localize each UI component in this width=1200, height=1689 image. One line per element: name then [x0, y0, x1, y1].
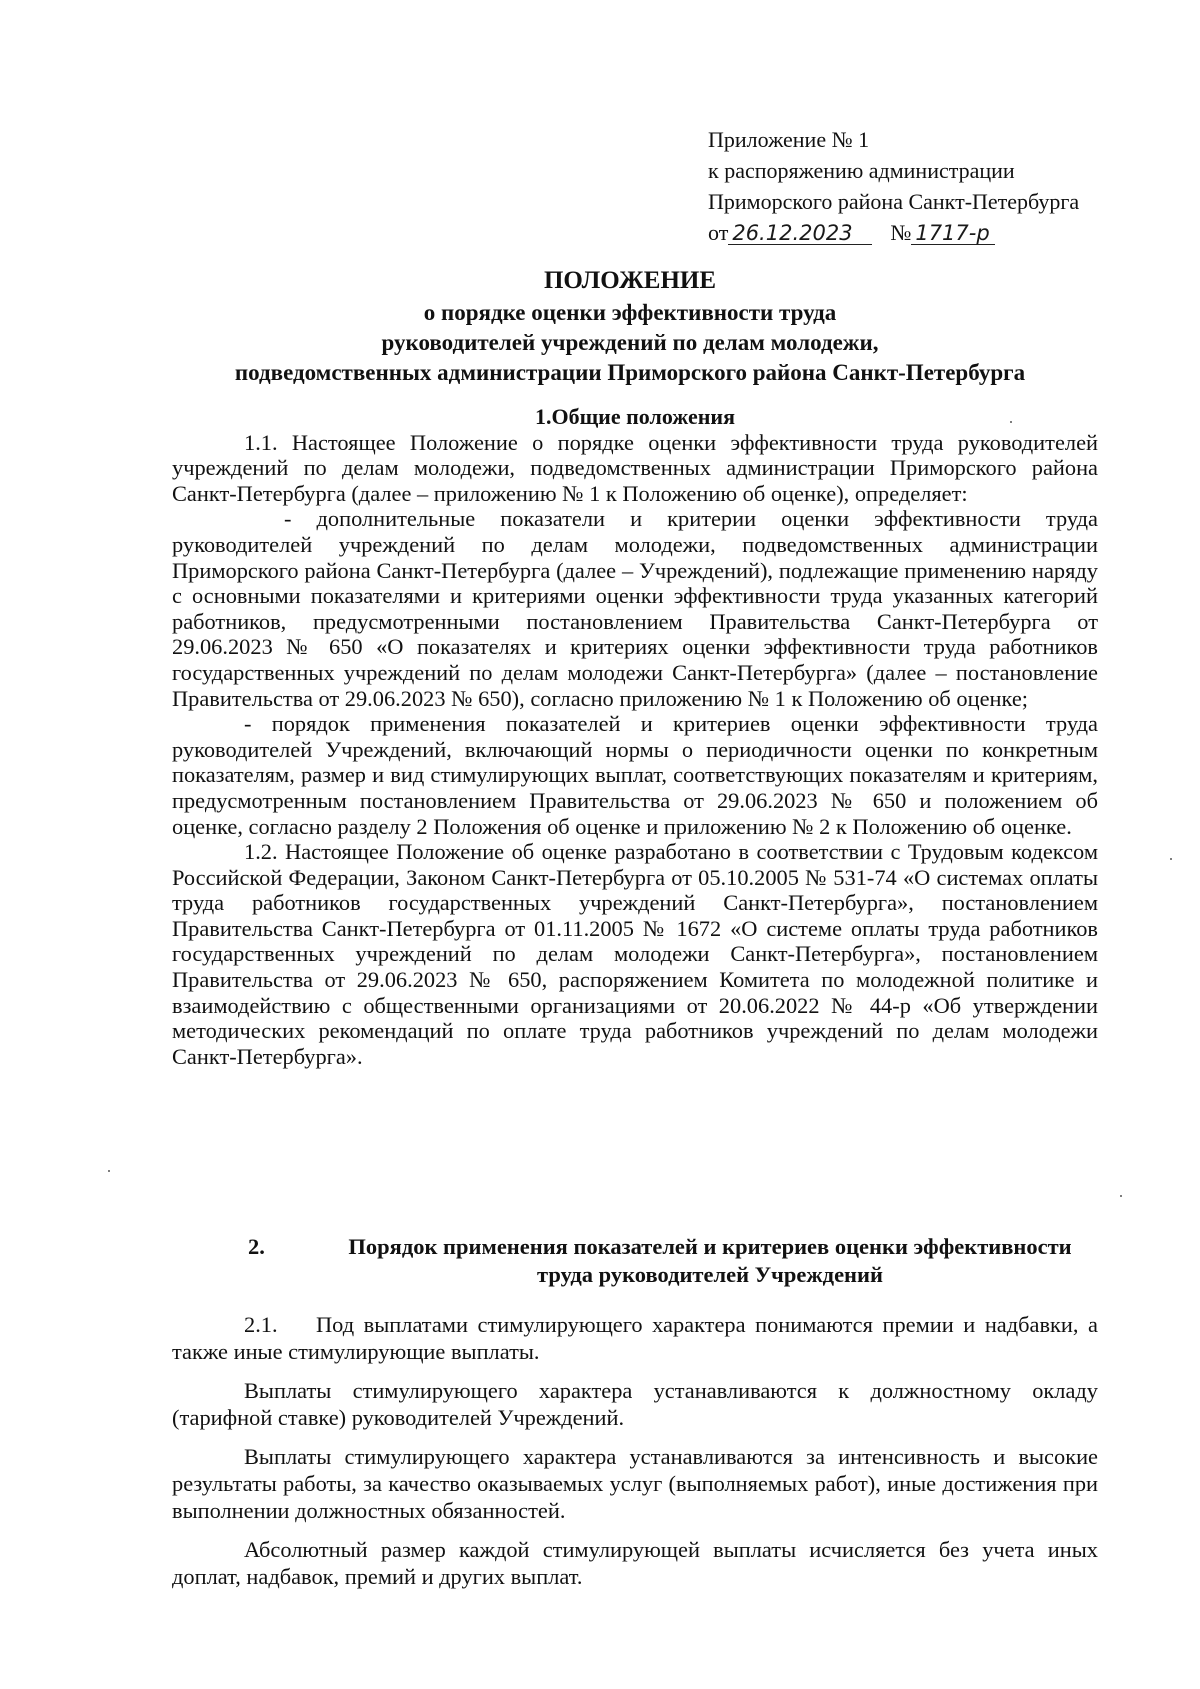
- section-2-number: 2.: [248, 1234, 265, 1259]
- subtitle-line-1: о порядке оценки эффективности труда: [423, 300, 837, 325]
- appendix-line-3: Приморского района Санкт-Петербурга: [708, 189, 1080, 214]
- subtitle-line-2: руководителей учреждений по делам молодежи,: [381, 330, 879, 355]
- paragraph-2-1: [172, 1311, 1098, 1365]
- paragraph-procedure: - порядок применения показателей и критериев оценки эффективности труда руководителей Учреждений, включающий нормы о периодичности оценки по конкретным показателям, размер и вид стимулирующих выплат, соответствующих показателям и критериям, предусмотренным постановлением Правительства от 29.06.2023 № 650 и положением об оценке, согласно разделу 2 Положения об оценке и приложению № 2 к Положению об оценке.: [172, 711, 1098, 839]
- handwritten-number: 1717-р: [911, 222, 995, 245]
- section-2-body: [172, 1311, 1098, 1602]
- number-prefix: №: [890, 220, 912, 245]
- paragraph-indicators: - дополнительные показатели и критерии оценки эффективности труда руководителей учреждений по делам молодежи, подведомственных администрации Приморского района Санкт-Петербурга (далее – Учреждений), подлежащие применению наряду с основными показателями и критериями оценки эффективности труда указанных категорий работников, предусмотренными постановлением Правительства Санкт-Петербурга от 29.06.2023 № 650 «О показателях и критериях оценки эффективности труда работников государственных учреждений по делам молодежи Санкт-Петербурга» (далее – постановление Правительства от 29.06.2023 № 650), согласно приложению № 1 к Положению об оценке;: [172, 506, 1098, 711]
- paragraph-2-1-d: Абсолютный размер каждой стимулирующей выплаты исчисляется без учета иных доплат, надбавок, премий и других выплат.: [172, 1537, 1098, 1589]
- paragraph-2-1-b: Выплаты стимулирующего характера устанавливаются к должностному окладу (тарифной ставке) руководителей Учреждений.: [172, 1378, 1098, 1430]
- section-2-heading: [172, 1233, 1098, 1289]
- date-prefix: от: [708, 220, 729, 245]
- section-1-heading: 1.Общие положения: [535, 404, 735, 429]
- subtitle-line-3: подведомственных администрации Приморского района Санкт-Петербурга: [234, 360, 1026, 385]
- appendix-date-line: [708, 217, 1178, 248]
- section-1: [172, 404, 1098, 1069]
- section-2-title-line-2: труда руководителей Учреждений: [537, 1262, 883, 1287]
- paragraph-2-1-text: Под выплатами стимулирующего характера понимаются премии и надбавки, а также иные стимулирующие выплаты.: [172, 1312, 1098, 1364]
- section-2-title-line-1: Порядок применения показателей и критериев оценки эффективности: [348, 1234, 1072, 1259]
- appendix-line-2: к распоряжению администрации: [708, 158, 1015, 183]
- document-subtitle: [170, 298, 1090, 388]
- appendix-block: [708, 124, 1178, 248]
- document-title: ПОЛОЖЕНИЕ: [543, 267, 717, 294]
- appendix-line-1: Приложение № 1: [708, 127, 870, 152]
- paragraph-1-2: 1.2. Настоящее Положение об оценке разработано в соответствии с Трудовым кодексом Российской Федерации, Законом Санкт-Петербурга от 05.10.2005 № 531-74 «О системах оплаты труда работников государственных учреждений Санкт-Петербурга», постановлением Правительства Санкт-Петербурга от 01.11.2005 № 1672 «О системе оплаты труда работников государственных учреждений по делам молодежи Санкт-Петербурга», постановлением Правительства от 29.06.2023 № 650, распоряжением Комитета по молодежной политике и взаимодействию с общественными организациями от 20.06.2022 № 44-р «Об утверждении методических рекомендаций по оплате труда работников учреждений по делам молодежи Санкт-Петербурга».: [172, 839, 1098, 1069]
- paragraph-1-1: 1.1. Настоящее Положение о порядке оценки эффективности труда руководителей учреждений по делам молодежи, подведомственных администрации Приморского района Санкт-Петербурга (далее – приложению № 1 к Положению об оценке), определяет:: [172, 429, 1098, 506]
- paragraph-2-1-c: Выплаты стимулирующего характера устанавливаются за интенсивность и высокие результаты работы, за качество оказываемых услуг (выполняемых работ), иные достижения при выполнении должностных обязанностей.: [172, 1444, 1098, 1523]
- section-2-title: [322, 1233, 1098, 1289]
- handwritten-date: 26.12.2023: [728, 222, 872, 245]
- paragraph-2-1-number: 2.1.: [244, 1312, 278, 1337]
